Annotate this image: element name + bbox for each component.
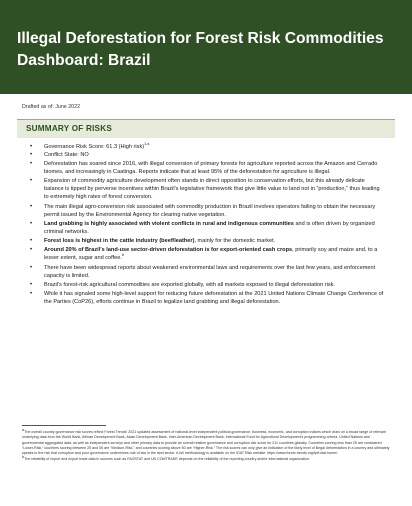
bullet-icon: •	[30, 178, 33, 185]
section-header	[17, 119, 395, 138]
page-title	[17, 28, 407, 72]
bullet-text: Expansion of commodity agriculture development often stands in direct opposition to conservation efforts, but this already delicate balance is tipped by perverse incentives within Brazil's legislative framework that give little value to land not in “production,” thus leading to extremely high rates of forest conversion.	[44, 178, 380, 201]
list-item	[30, 246, 385, 262]
conflict-state: Conflict State: NO	[44, 152, 89, 159]
bullet-icon: •	[30, 281, 33, 288]
footnote-marker: a	[22, 428, 25, 432]
list-item	[30, 143, 385, 151]
list-item	[30, 290, 385, 306]
footnotes	[22, 430, 392, 463]
drafted-date: Drafted as of: June 2022	[22, 104, 81, 110]
footnote-b	[22, 454, 392, 462]
bullet-text: Land grabbing is highly associated with violent conflicts in rural and indigenous communities and is often driven by organized criminal networks.	[44, 220, 375, 235]
risk-bullet-list	[30, 143, 385, 307]
footnote-marker: b	[22, 454, 25, 459]
bullet-icon: •	[30, 264, 33, 271]
footnote-ref: 1,a	[144, 142, 150, 147]
bullet-icon: •	[30, 220, 33, 227]
list-item	[30, 151, 385, 159]
header-banner	[0, 0, 412, 94]
bullet-icon: •	[30, 160, 33, 167]
bullet-emphasis: Forest loss is highest in the cattle industry (beef/leather)	[44, 238, 195, 245]
bullet-emphasis: Land grabbing is highly associated with violent conflicts in rural and indigenous communities	[44, 220, 294, 227]
bullet-text: Brazil's forest-risk agricultural commodities are exported globally, with all markets exposed to illegal deforestation risk.	[44, 281, 336, 288]
list-item	[30, 220, 385, 236]
title-line-1: Illegal Deforestation for Forest Risk Commodities	[17, 30, 384, 47]
bullet-text: The main illegal agro-conversion risk associated with commodity production in Brazil involves operators failing to obtain the necessary permit issued by the Environmental Agency for clearing native vegetation.	[44, 203, 376, 218]
bullet-text: Deforestation has soared since 2016, with illegal conversion of primary forests for agriculture reported across the Amazon and Cerrado biomes, and increasingly in Caatinga. Reports indicate that at least 95% of the deforestation for agriculture is illegal.	[44, 160, 378, 176]
bullet-icon: •	[30, 291, 33, 298]
bullet-icon: •	[30, 144, 33, 150]
governance-score: Governance Risk Score: 61.3 (High risk)	[44, 144, 145, 150]
bullet-text: Around 20% of Brazil's land-use sector-driven deforestation is for export-oriented cash crops, primarily soy and maize and, to a lesser extent, sugar and coffee.	[44, 247, 378, 262]
footnote-text: The reliability of import and export trade data in sources such as FAOSTAT and UN COMTRADE depends on the reliability of the reporting country and/or international organization.	[24, 456, 310, 461]
list-item	[30, 177, 385, 201]
footnote-divider	[22, 425, 106, 426]
bullet-emphasis: Around 20% of Brazil's land-use sector-driven deforestation is for export-oriented cash crops	[44, 247, 293, 254]
footnote-text: The overall country governance risk scores reflect Forest Trends' 2021 updated assessment of national-level independent political governance, business, economic, and corruption indices which draw on a broad range of relevant underlying data from the World Bank, African Development Bank, Asian Development Bank, Inter-American Development Bank, International Fund for Agricultural Development's programming criteria, United Nations and governmental aggregated data, as well as independent surveys and other primary data to provide an overall relative governance and corruption risk score for 211 countries globally. Countries scoring less than 25 are considered “Lower-Risk,” countries scoring between 25 and 50 are “Medium-Risk,” and countries scoring above 50 are “Higher-Risk.” The risk scores can only give an indication of the likely level of illegal deforestation in a country and ultimately speaks to the risk that corruption and poor governance undermines rule of law in the land sector. A full methodology is available on the IDAT Risk website: https://www.forest-trends.org/fptf-idat-home/.	[22, 430, 390, 455]
footnote-ref: b	[121, 253, 125, 258]
bullet-icon: •	[30, 247, 33, 254]
list-item	[30, 264, 385, 280]
title-line-2: Dashboard: Brazil	[17, 52, 151, 69]
list-item	[30, 281, 385, 289]
bullet-icon: •	[30, 152, 33, 159]
bullet-text: There have been widespread reports about weakened environmental laws and requirements over the last few years, and enforcement capacity is limited.	[44, 264, 376, 279]
bullet-text: While it has signaled some high-level support for reducing future deforestation at the 2021 United Nations Climate Change Conference of the Parties (CoP26), efforts continue in Brazil to legalize land grabbing and illegal deforestation.	[44, 291, 384, 306]
list-item	[30, 203, 385, 219]
list-item	[30, 237, 385, 245]
section-title: SUMMARY OF RISKS	[26, 124, 112, 133]
list-item	[30, 160, 385, 176]
bullet-text: Forest loss is highest in the cattle industry (beef/leather), mainly for the domestic market.	[44, 238, 276, 245]
bullet-icon: •	[30, 238, 33, 245]
bullet-icon: •	[30, 203, 33, 210]
footnote-a	[22, 430, 392, 456]
